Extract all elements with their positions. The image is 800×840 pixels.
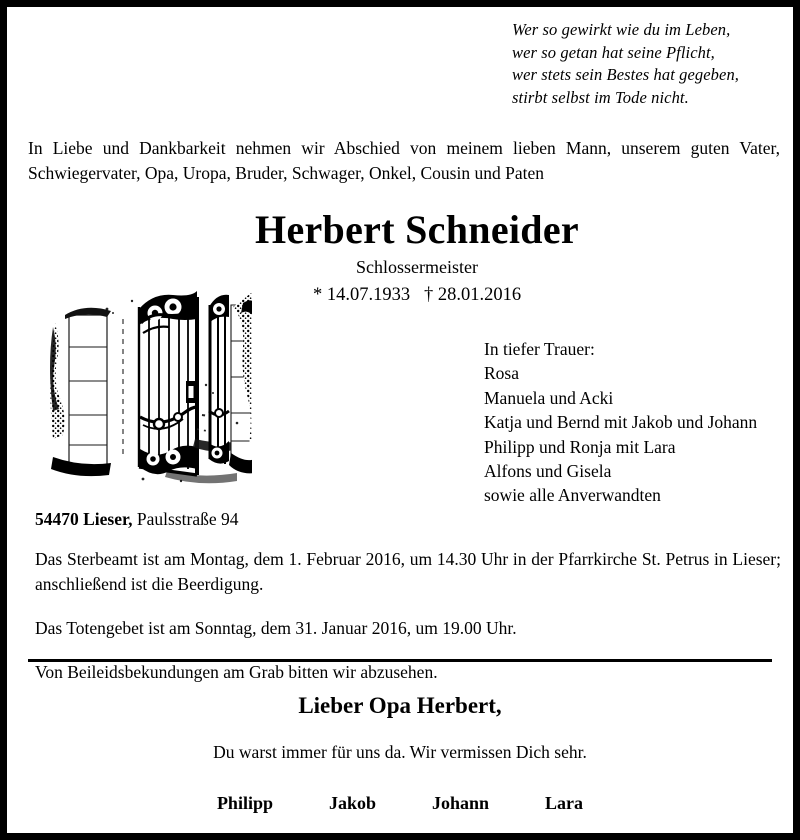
tribute-signers: [28, 791, 772, 815]
memorial-verse: [512, 19, 790, 109]
mourners-heading: In tiefer Trauer:: [484, 339, 595, 359]
family-address: [35, 507, 239, 531]
address-street: Paulsstraße 94: [132, 509, 239, 529]
condolence-request: Von Beileidsbekundungen am Grab bitten wir abzusehen.: [35, 662, 438, 682]
verse-line-4: stirbt selbst im Tode nicht.: [512, 87, 689, 107]
gate-engraving-image: [47, 289, 252, 489]
left-stone-pillar: [50, 308, 111, 476]
deceased-profession: Schlossermeister: [356, 257, 478, 277]
verse-line-1: Wer so gewirkt wie du im Leben,: [512, 20, 731, 39]
mourner-name: Philipp und Ronja mit Lara: [484, 436, 676, 457]
signer-name: Lara: [545, 793, 584, 813]
border-right: [793, 0, 800, 840]
right-gate-and-pillar: [209, 289, 252, 473]
tribute-heading: Lieber Opa Herbert,: [298, 693, 502, 718]
notice-body: [7, 7, 793, 833]
mourner-name: Alfons und Gisela: [484, 461, 612, 482]
prayer-info: Das Totengebet ist am Sonntag, dem 31. Januar 2016, um 19.00 Uhr.: [35, 618, 517, 638]
verse-line-3: wer stets sein Bestes hat gegeben,: [512, 65, 740, 84]
deceased-name: Herbert Schneider: [255, 207, 579, 252]
tribute-text: Du warst immer für uns da. Wir vermissen Dich sehr.: [213, 742, 587, 762]
deceased-life-dates: * 14.07.1933 † 28.01.2016: [312, 285, 522, 305]
service-details: [35, 547, 781, 685]
announcement-line-1: In Liebe und Dankbarkeit nehmen wir Abschied von meinem lieben Mann, unserem guten Vater,: [28, 138, 780, 158]
signer-name: Johann: [432, 793, 490, 813]
border-top: [0, 0, 800, 7]
address-city: 54470 Lieser,: [35, 509, 133, 529]
section-divider: [28, 659, 772, 662]
signer-name: Philipp: [216, 793, 273, 813]
border-left: [0, 0, 7, 840]
border-bottom: [0, 833, 800, 840]
signer-name: Jakob: [328, 793, 376, 813]
mourner-name: sowie alle Anverwandten: [484, 485, 661, 506]
requiem-info: Das Sterbeamt ist am Montag, dem 1. Februar 2016, um 14.30 Uhr in der Pfarrkirche St. Petrus in Lieser; anschließend ist die Beerdigung.: [35, 549, 781, 594]
announcement-line-2: Schwiegervater, Opa, Uropa, Bruder, Schwager, Onkel, Cousin und Paten: [28, 163, 544, 183]
announcement-paragraph: [28, 136, 780, 186]
mourner-name: Katja und Bernd mit Jakob und Johann: [484, 412, 758, 433]
verse-line-2: wer so getan hat seine Pflicht,: [512, 42, 715, 62]
mourner-name: Manuela und Acki: [484, 387, 614, 408]
mourner-name: Rosa: [484, 363, 519, 384]
open-gate-leaf: [139, 291, 197, 475]
mourners-block: [484, 337, 784, 508]
